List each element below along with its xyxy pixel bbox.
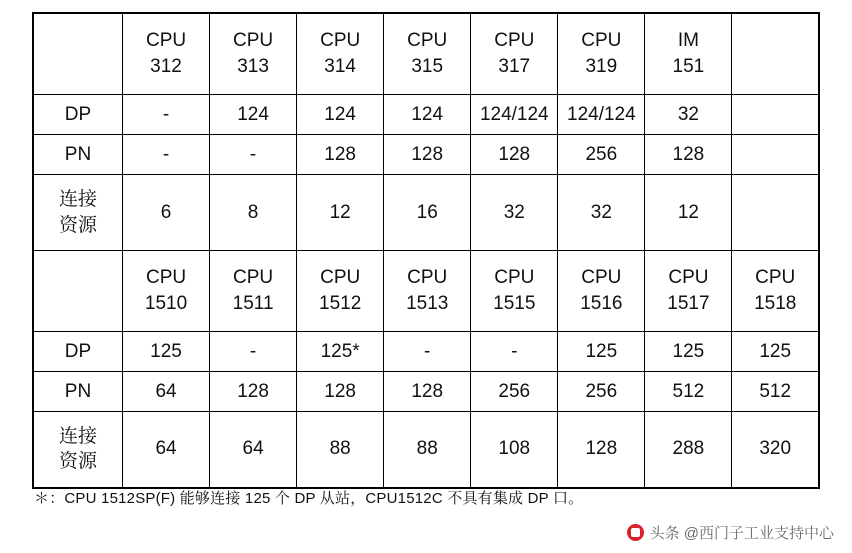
cell-dp-empty (732, 95, 819, 135)
cell-pn-cpu-1511: 128 (210, 372, 297, 412)
header-cell-cpu-319 (558, 13, 645, 95)
cell-res-cpu-312: 6 (123, 175, 210, 251)
row-label-connection-resources (33, 175, 123, 251)
cell-res-cpu-1512: 88 (297, 412, 384, 488)
cell-res-cpu-1513: 88 (384, 412, 471, 488)
table-footnote: ＊：CPU 1512SP(F) 能够连接 125 个 DP 从站，CPU1512C 不具有集成 DP 口。 (34, 490, 584, 507)
cell-pn-cpu-317: 128 (471, 135, 558, 175)
toutiao-logo-icon (627, 524, 644, 541)
header-cell-cpu-1511 (210, 251, 297, 332)
cpu-connection-resources-table (32, 12, 820, 489)
table-row (33, 251, 819, 332)
cell-pn-cpu-313: - (210, 135, 297, 175)
header-cell-empty (732, 13, 819, 95)
cell-pn-cpu-1513: 128 (384, 372, 471, 412)
header-line1: CPU (407, 30, 448, 52)
header-line2: 1518 (754, 293, 797, 314)
header-line1: CPU (668, 267, 709, 289)
cell-res-empty (732, 175, 819, 251)
header-corner-cell-2 (33, 251, 123, 332)
cell-res-cpu-1515: 108 (471, 412, 558, 488)
header-line2: 314 (324, 56, 356, 77)
cell-res-cpu-315: 16 (384, 175, 471, 251)
row-label-line2: 资源 (58, 214, 97, 236)
header-line2: 1511 (232, 293, 274, 314)
cell-res-im-151: 12 (645, 175, 732, 251)
cell-pn-empty (732, 135, 819, 175)
header-cell-im-151 (645, 13, 732, 95)
header-cell-cpu-312 (123, 13, 210, 95)
cell-dp-cpu-1511: - (210, 332, 297, 372)
table-row (33, 412, 819, 488)
header-line1: CPU (581, 267, 622, 289)
cell-pn-cpu-1516: 256 (558, 372, 645, 412)
header-cell-cpu-1515 (471, 251, 558, 332)
cell-dp-cpu-1510: 125 (123, 332, 210, 372)
cell-dp-cpu-317: 124/124 (471, 95, 558, 135)
cell-pn-im-151: 128 (645, 135, 732, 175)
row-label-line2: 资源 (58, 451, 97, 473)
header-line1: CPU (233, 267, 274, 289)
row-label-dp-2: DP (33, 332, 123, 372)
header-line2: 1512 (319, 293, 362, 314)
header-cell-cpu-315 (384, 13, 471, 95)
table-row (33, 175, 819, 251)
cell-dp-cpu-312: - (123, 95, 210, 135)
row-label-pn-2: PN (33, 372, 123, 412)
row-label-line1: 连接 (58, 188, 97, 210)
header-line2: 317 (498, 56, 531, 77)
header-line2: 319 (585, 56, 618, 77)
cell-dp-cpu-315: 124 (384, 95, 471, 135)
cell-dp-cpu-313: 124 (210, 95, 297, 135)
cell-res-cpu-319: 32 (558, 175, 645, 251)
header-cell-cpu-314 (297, 13, 384, 95)
cell-res-cpu-317: 32 (471, 175, 558, 251)
header-cell-cpu-317 (471, 13, 558, 95)
header-line1: CPU (320, 30, 361, 52)
cell-dp-cpu-1517: 125 (645, 332, 732, 372)
cell-pn-cpu-319: 256 (558, 135, 645, 175)
header-line1: CPU (145, 30, 187, 52)
cell-pn-cpu-315: 128 (384, 135, 471, 175)
cell-dp-cpu-319: 124/124 (558, 95, 645, 135)
header-line1: CPU (755, 267, 796, 289)
header-cell-cpu-1510 (123, 251, 210, 332)
header-line1: CPU (581, 30, 622, 52)
header-line1: IM (677, 30, 699, 52)
header-line1: CPU (320, 267, 361, 289)
header-line2: 313 (237, 56, 269, 77)
header-line2: 1517 (667, 293, 710, 314)
row-label-connection-resources-2 (33, 412, 123, 488)
header-line1: CPU (494, 267, 535, 289)
table-row (33, 95, 819, 135)
table-row (33, 13, 819, 95)
cell-dp-cpu-314: 124 (297, 95, 384, 135)
header-cell-cpu-313 (210, 13, 297, 95)
cell-res-cpu-1518: 320 (732, 412, 819, 488)
cell-dp-cpu-1516: 125 (558, 332, 645, 372)
cell-pn-cpu-1510: 64 (123, 372, 210, 412)
cell-dp-cpu-1513: - (384, 332, 471, 372)
cell-res-cpu-1517: 288 (645, 412, 732, 488)
cell-dp-cpu-1515: - (471, 332, 558, 372)
header-line2: 315 (411, 56, 444, 77)
cell-dp-im-151: 32 (645, 95, 732, 135)
header-line2: 312 (150, 56, 182, 77)
header-corner-cell (33, 13, 123, 95)
header-cell-cpu-1513 (384, 251, 471, 332)
cell-res-cpu-1510: 64 (123, 412, 210, 488)
watermark-label: 头条 @西门子工业支持中心 (649, 525, 834, 542)
header-line2: 1510 (144, 293, 188, 314)
header-line2: 1513 (406, 293, 449, 314)
row-label-line1: 连接 (58, 425, 97, 447)
header-line1: CPU (145, 267, 187, 289)
cell-pn-cpu-1517: 512 (645, 372, 732, 412)
header-line2: 1515 (493, 293, 536, 314)
cell-pn-cpu-1515: 256 (471, 372, 558, 412)
row-label-pn: PN (33, 135, 123, 175)
header-cell-cpu-1512 (297, 251, 384, 332)
header-cell-cpu-1517 (645, 251, 732, 332)
row-label-dp: DP (33, 95, 123, 135)
cell-pn-cpu-1512: 128 (297, 372, 384, 412)
header-line1: CPU (233, 30, 274, 52)
header-line2: 151 (672, 56, 705, 77)
cell-pn-cpu-1518: 512 (732, 372, 819, 412)
spec-table-container (32, 12, 820, 489)
header-line1: CPU (407, 267, 448, 289)
header-line2: 1516 (580, 293, 623, 314)
cell-res-cpu-313: 8 (210, 175, 297, 251)
header-cell-cpu-1518 (732, 251, 819, 332)
cell-res-cpu-1511: 64 (210, 412, 297, 488)
header-cell-cpu-1516 (558, 251, 645, 332)
table-row (33, 135, 819, 175)
table-row (33, 372, 819, 412)
watermark (627, 522, 834, 543)
cell-dp-cpu-1518: 125 (732, 332, 819, 372)
cell-res-cpu-1516: 128 (558, 412, 645, 488)
cell-res-cpu-314: 12 (297, 175, 384, 251)
cell-dp-cpu-1512: 125* (297, 332, 384, 372)
cell-pn-cpu-314: 128 (297, 135, 384, 175)
header-line1: CPU (494, 30, 535, 52)
cell-pn-cpu-312: - (123, 135, 210, 175)
table-row (33, 332, 819, 372)
